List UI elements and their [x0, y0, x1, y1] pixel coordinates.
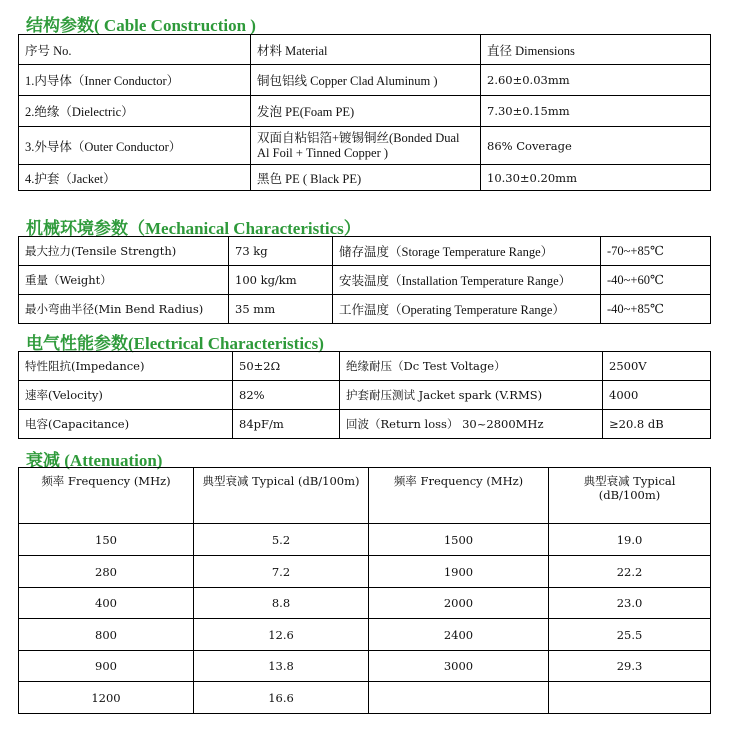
- table-cell: 23.0: [549, 588, 711, 619]
- table-cell: 发泡 PE(Foam PE): [251, 96, 481, 127]
- table-cell: 3000: [369, 651, 549, 682]
- mechanical-title: 机械环境参数（Mechanical Characteristics）: [26, 219, 361, 238]
- construction-title: 结构参数( Cable Construction ): [26, 16, 256, 35]
- table-cell: 12.6: [194, 619, 369, 651]
- table-cell: 2.60±0.03mm: [481, 65, 711, 96]
- mechanical-table: [18, 236, 711, 324]
- table-cell: 1.内导体（Inner Conductor）: [19, 65, 251, 96]
- table-cell: 5.2: [194, 524, 369, 556]
- attenuation-title: 衰减 (Attenuation): [26, 451, 163, 470]
- header-typical: 典型衰减 Typical (dB/100m): [194, 468, 369, 524]
- table-cell: [549, 682, 711, 714]
- header-no: 序号 No.: [19, 35, 251, 65]
- table-cell: 7.2: [194, 556, 369, 588]
- table-cell: 35 mm: [229, 295, 333, 324]
- table-cell: 最小弯曲半径(Min Bend Radius): [19, 295, 229, 324]
- table-cell: 900: [19, 651, 194, 682]
- table-cell: 电容(Capacitance): [19, 410, 233, 439]
- table-cell: 双面自粘铝箔+镀锡铜丝(Bonded Dual Al Foil + Tinned Copper ): [251, 127, 481, 165]
- table-cell: 2.绝缘（Dielectric）: [19, 96, 251, 127]
- header-dimensions: 直径 Dimensions: [481, 35, 711, 65]
- table-cell: 82%: [233, 381, 340, 410]
- table-cell: 铜包铝线 Copper Clad Aluminum ): [251, 65, 481, 96]
- table-cell: 400: [19, 588, 194, 619]
- table-cell: 8.8: [194, 588, 369, 619]
- table-cell: 特性阻抗(Impedance): [19, 352, 233, 381]
- table-cell: 4.护套（Jacket）: [19, 165, 251, 191]
- header-typical: 典型衰减 Typical (dB/100m): [549, 468, 711, 524]
- table-cell: -40~+85℃: [601, 295, 711, 324]
- table-cell: ≥20.8 dB: [603, 410, 711, 439]
- table-cell: 护套耐压测试 Jacket spark (V.RMS): [340, 381, 603, 410]
- table-cell: 86% Coverage: [481, 127, 711, 165]
- table-cell: 黑色 PE ( Black PE): [251, 165, 481, 191]
- table-cell: 50±2Ω: [233, 352, 340, 381]
- table-cell: 10.30±0.20mm: [481, 165, 711, 191]
- table-cell: 1900: [369, 556, 549, 588]
- table-cell: 3.外导体（Outer Conductor）: [19, 127, 251, 165]
- table-cell: 150: [19, 524, 194, 556]
- table-cell: 2500V: [603, 352, 711, 381]
- construction-table: [18, 34, 711, 191]
- table-cell: 2400: [369, 619, 549, 651]
- table-cell: 2000: [369, 588, 549, 619]
- table-cell: [369, 682, 549, 714]
- table-cell: 29.3: [549, 651, 711, 682]
- attenuation-table: [18, 467, 711, 714]
- table-cell: 绝缘耐压（Dc Test Voltage）: [340, 352, 603, 381]
- table-cell: 22.2: [549, 556, 711, 588]
- table-cell: 84pF/m: [233, 410, 340, 439]
- table-cell: 7.30±0.15mm: [481, 96, 711, 127]
- table-cell: 800: [19, 619, 194, 651]
- table-cell: -70~+85℃: [601, 237, 711, 266]
- table-cell: 重量（Weight）: [19, 266, 229, 295]
- table-cell: 25.5: [549, 619, 711, 651]
- table-cell: 1200: [19, 682, 194, 714]
- electrical-title: 电气性能参数(Electrical Characteristics): [26, 334, 324, 353]
- table-cell: 280: [19, 556, 194, 588]
- table-cell: 储存温度（Storage Temperature Range）: [333, 237, 601, 266]
- header-material: 材料 Material: [251, 35, 481, 65]
- table-cell: 安装温度（Installation Temperature Range）: [333, 266, 601, 295]
- table-cell: 工作温度（Operating Temperature Range）: [333, 295, 601, 324]
- table-cell: 1500: [369, 524, 549, 556]
- table-cell: 73 kg: [229, 237, 333, 266]
- table-cell: 回波（Return loss） 30~2800MHz: [340, 410, 603, 439]
- table-cell: 100 kg/km: [229, 266, 333, 295]
- electrical-table: [18, 351, 711, 439]
- table-cell: 速率(Velocity): [19, 381, 233, 410]
- table-cell: 19.0: [549, 524, 711, 556]
- header-frequency: 频率 Frequency (MHz): [369, 468, 549, 524]
- table-cell: -40~+60℃: [601, 266, 711, 295]
- table-cell: 16.6: [194, 682, 369, 714]
- table-cell: 最大拉力(Tensile Strength): [19, 237, 229, 266]
- table-cell: 13.8: [194, 651, 369, 682]
- header-frequency: 频率 Frequency (MHz): [19, 468, 194, 524]
- table-cell: 4000: [603, 381, 711, 410]
